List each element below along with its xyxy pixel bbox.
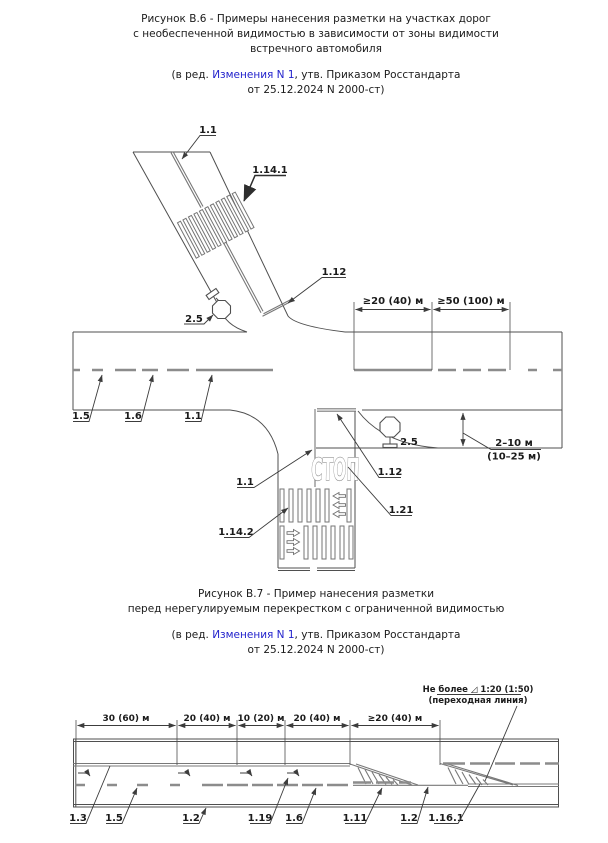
b6-dim-v2: (10–25 м) — [487, 451, 541, 463]
b6-stop-road-inscription: СТОП — [310, 452, 360, 488]
b7-road-outlines — [73, 739, 559, 807]
b6-crosswalk-1-14-2 — [280, 489, 353, 559]
b7-merge-arrows-1-19 — [78, 773, 299, 776]
b6-crosswalk-1-14-1 — [177, 192, 254, 258]
b7-label-1-11: 1.11 — [342, 813, 368, 824]
figure-b7-diagram — [0, 678, 608, 843]
b7-amendment-suffix: , утв. Приказом Росстандарта — [294, 629, 461, 641]
b6-dim-v1: 2–10 м — [495, 438, 533, 449]
pedestrian-arrow-right-icon — [287, 539, 300, 546]
b6-label-1-21: 1.21 — [388, 505, 414, 516]
b7-dim-3: 20 (40) м — [293, 714, 341, 724]
b6-caption-line1: Рисунок В.6 - Примеры нанесения разметки на участках дорог — [141, 13, 491, 25]
b7-label-1-16-1: 1.16.1 — [428, 813, 464, 824]
sign-base-icon — [383, 444, 397, 448]
b7-label-1-2-b: 1.2 — [400, 813, 418, 824]
b6-sign-2-5-right — [380, 417, 400, 448]
b7-label-1-2-a: 1.2 — [182, 813, 200, 824]
b6-label-2-5-left: 2.5 — [185, 314, 203, 325]
pedestrian-arrow-right-icon — [287, 530, 300, 537]
b6-amendment-line1 — [30, 68, 602, 83]
b7-note — [423, 684, 534, 781]
b6-label-1-14-1: 1.14.1 — [252, 165, 288, 176]
b6-markings — [73, 152, 562, 560]
pedestrian-arrow-left-icon — [333, 493, 346, 500]
b6-dim-a: ≥20 (40) м — [362, 296, 424, 307]
b7-note-line2: (переходная линия) — [428, 696, 528, 706]
pedestrian-arrow-left-icon — [333, 511, 346, 518]
pedestrian-arrow-left-icon — [333, 502, 346, 509]
b6-amendment-prefix: (в ред. — [171, 69, 213, 81]
b7-dim-0: 30 (60) м — [102, 714, 150, 724]
figure-b6-diagram — [0, 112, 608, 580]
b6-caption-line2: с необеспеченной видимостью в зависимости от зоны видимости — [133, 28, 499, 40]
figure-b7-caption — [30, 587, 602, 658]
b7-note-line1: Не более ◿ 1:20 (1:50) — [422, 685, 534, 695]
b6-label-2-5-right: 2.5 — [400, 437, 418, 448]
b6-dim-b: ≥50 (100) м — [437, 296, 505, 307]
b7-caption-line2: перед нерегулируемым перекрестком с ограниченной видимостью — [127, 603, 505, 615]
b6-label-1-5: 1.5 — [72, 411, 90, 422]
b6-label-1-14-2: 1.14.2 — [218, 527, 254, 538]
b7-caption-line1: Рисунок В.7 - Пример нанесения разметки — [197, 588, 435, 600]
b7-dim-4: ≥20 (40) м — [367, 714, 423, 724]
b7-dim-1: 20 (40) м — [183, 714, 231, 724]
b6-amendment-suffix: , утв. Приказом Росстандарта — [294, 69, 461, 81]
b7-dim-2: 10 (20) м — [237, 714, 285, 724]
b7-amendment-link[interactable]: Изменения N 1 — [212, 629, 295, 641]
b6-label-1-12-bottom: 1.12 — [377, 467, 403, 478]
b6-label-1-1-top: 1.1 — [199, 125, 217, 136]
b7-amendment-prefix: (в ред. — [171, 629, 213, 641]
b7-amendment-line2: от 25.12.2024 N 2000-ст) — [247, 644, 385, 656]
b6-dimensions — [354, 296, 541, 463]
b7-centerline — [75, 764, 559, 786]
b7-label-1-6: 1.6 — [285, 813, 303, 824]
b6-amendment-link[interactable]: Изменения N 1 — [212, 69, 295, 81]
b6-label-1-6: 1.6 — [124, 411, 142, 422]
b6-caption-line3: встречного автомобиля — [250, 43, 382, 55]
b7-label-1-3: 1.3 — [69, 813, 87, 824]
b7-callout-labels — [69, 766, 480, 824]
stop-sign-octagon-icon — [213, 301, 231, 319]
b6-label-1-1-bottom: 1.1 — [236, 477, 254, 488]
b7-amendment-line1 — [30, 628, 602, 643]
b7-label-1-5: 1.5 — [105, 813, 123, 824]
b7-markings — [73, 764, 559, 787]
figure-b6-caption — [30, 12, 602, 98]
stop-sign-plate-icon — [206, 289, 219, 300]
b7-label-1-19: 1.19 — [247, 813, 273, 824]
b6-label-1-12-top: 1.12 — [321, 267, 347, 278]
pedestrian-arrow-right-icon — [287, 548, 300, 555]
b6-sign-2-5-left — [206, 289, 230, 319]
b6-label-1-1-mid: 1.1 — [184, 411, 202, 422]
stop-sign-octagon-icon — [380, 417, 400, 437]
b6-amendment-line2: от 25.12.2024 N 2000-ст) — [247, 84, 385, 96]
